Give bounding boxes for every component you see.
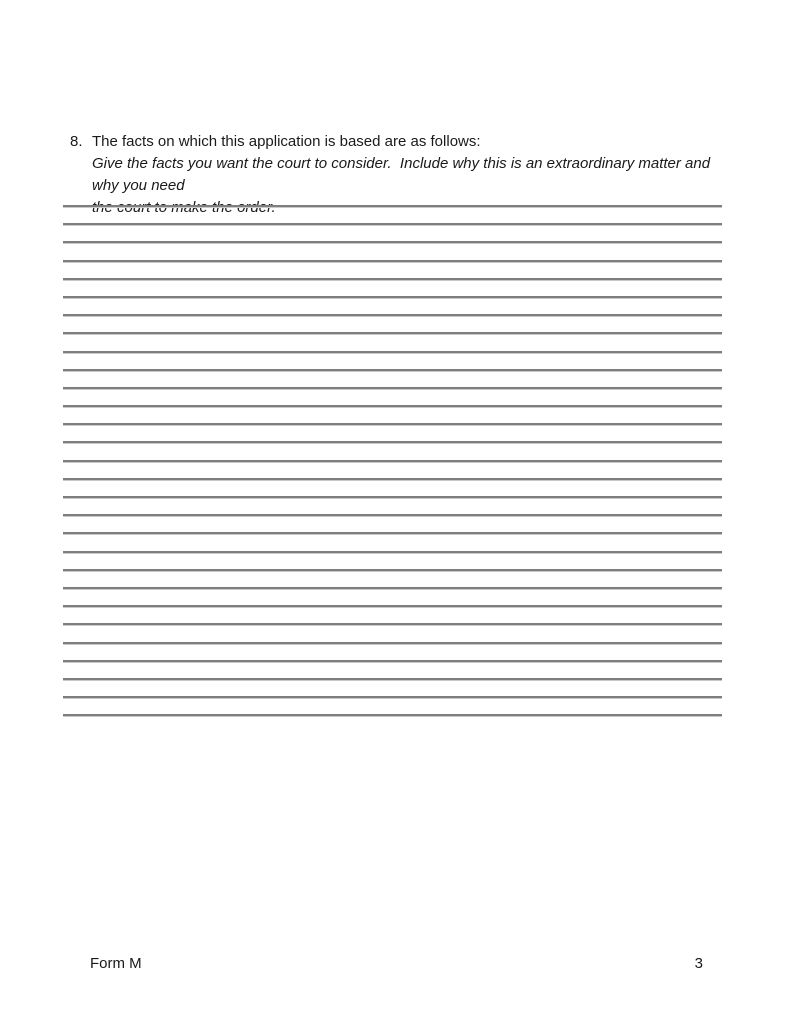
ruled-line <box>63 496 722 499</box>
question-text: The facts on which this application is based are as follows: <box>92 133 481 150</box>
ruled-line <box>63 514 722 517</box>
form-label: Form M <box>90 955 142 972</box>
ruled-line <box>63 478 722 481</box>
answer-lines-area <box>63 205 722 717</box>
ruled-line <box>63 296 722 299</box>
ruled-line <box>63 387 722 390</box>
ruled-line <box>63 278 722 281</box>
question-instruction-line-1: Give the facts you want the court to consider. Include why this is an extraordinary matter and why you need <box>92 155 715 194</box>
ruled-line <box>63 678 722 681</box>
ruled-line <box>63 332 722 335</box>
ruled-line <box>63 623 722 626</box>
ruled-line <box>63 460 722 463</box>
ruled-line <box>63 660 722 663</box>
ruled-line <box>63 587 722 590</box>
ruled-line <box>63 405 722 408</box>
ruled-line <box>63 714 722 717</box>
ruled-line <box>63 351 722 354</box>
ruled-line <box>63 260 722 263</box>
ruled-line <box>63 369 722 372</box>
ruled-line <box>63 696 722 699</box>
ruled-line <box>63 423 722 426</box>
ruled-line <box>63 441 722 444</box>
item-number: 8. <box>70 133 83 150</box>
ruled-line <box>63 642 722 645</box>
ruled-line <box>63 605 722 608</box>
ruled-line <box>63 532 722 535</box>
page-number: 3 <box>694 955 703 972</box>
ruled-line <box>63 241 722 244</box>
ruled-line <box>63 314 722 317</box>
ruled-line <box>63 569 722 572</box>
page-footer <box>90 954 703 974</box>
ruled-line <box>63 223 722 226</box>
ruled-line <box>63 205 722 208</box>
ruled-line <box>63 551 722 554</box>
